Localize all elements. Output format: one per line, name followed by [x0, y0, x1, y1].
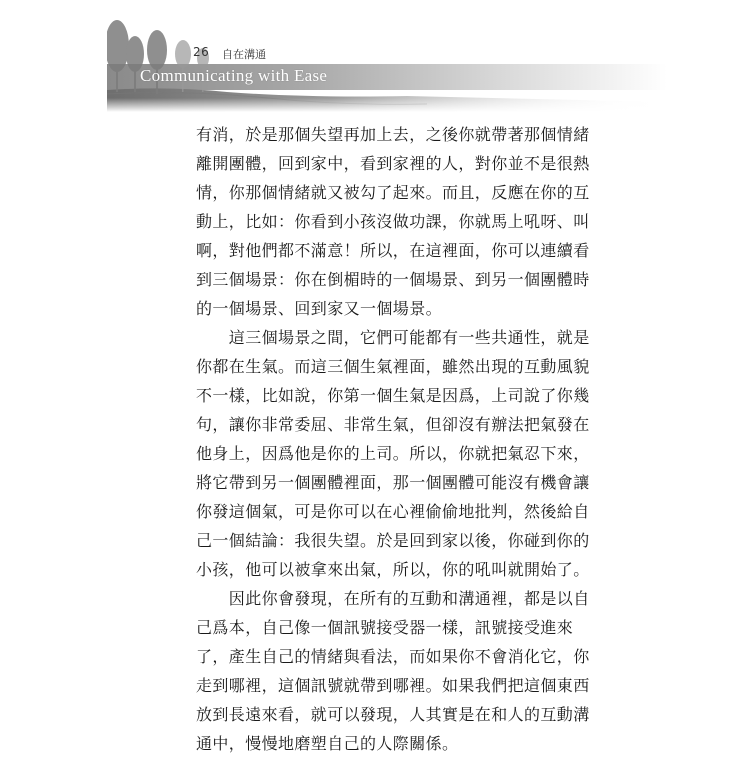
header-banner — [107, 16, 667, 112]
text-line: 句，讓你非常委屈、非常生氣，但卻沒有辦法把氣發在 — [196, 415, 590, 434]
text-line: 己爲本，自己像一個訊號接受器一樣，訊號接受進來 — [196, 618, 574, 637]
text-line: 到三個場景：你在倒楣時的一個場景、到另一個團體時 — [196, 270, 590, 289]
body-text — [196, 120, 590, 758]
text-line: 的一個場景、回到家又一個場景。 — [196, 299, 443, 318]
running-header-title: 自在溝通 — [222, 48, 266, 61]
text-line: 己一個結論：我很失望。於是回到家以後，你碰到你的 — [196, 531, 590, 550]
text-line: 啊，對他們都不滿意！所以，在這裡面，你可以連續看 — [196, 241, 590, 260]
text-line: 走到哪裡，這個訊號就帶到哪裡。如果我們把這個東西 — [196, 676, 590, 695]
text-line: 動上，比如：你看到小孩沒做功課，你就馬上吼呀、叫 — [196, 212, 590, 231]
text-line: 離開團體，回到家中，看到家裡的人，對你並不是很熱 — [196, 154, 590, 173]
text-line: 有消，於是那個失望再加上去，之後你就帶著那個情緒 — [196, 125, 590, 144]
text-line: 了，產生自己的情緒與看法，而如果你不會消化它，你 — [196, 647, 590, 666]
text-line: 放到長遠來看，就可以發現，人其實是在和人的互動溝 — [196, 705, 590, 724]
text-line: 情，你那個情緒就又被勾了起來。而且，反應在你的互 — [196, 183, 590, 202]
text-line: 不一樣，比如說，你第一個生氣是因爲，上司說了你幾 — [196, 386, 590, 405]
text-line: 你發這個氣，可是你可以在心裡偷偷地批判，然後給自 — [196, 502, 590, 521]
paragraph — [196, 120, 590, 323]
text-line: 因此你會發現，在所有的互動和溝通裡，都是以自 — [196, 589, 590, 608]
text-line: 小孩，他可以被拿來出氣，所以，你的吼叫就開始了。 — [196, 560, 590, 579]
page-number: 26 — [193, 45, 210, 59]
text-line: 這三個場景之間，它們可能都有一些共通性，就是 — [196, 328, 590, 347]
running-header-subtitle: Communicating with Ease — [140, 66, 328, 85]
text-line: 將它帶到另一個團體裡面，那一個團體可能沒有機會讓 — [196, 473, 590, 492]
landscape-illustration — [107, 16, 667, 112]
text-line: 通中，慢慢地磨塑自己的人際關係。 — [196, 734, 459, 753]
paragraph — [196, 323, 590, 584]
text-line: 你都在生氣。而這三個生氣裡面，雖然出現的互動風貌 — [196, 357, 590, 376]
text-line: 他身上，因爲他是你的上司。所以，你就把氣忍下來， — [196, 444, 590, 463]
paragraph — [196, 584, 590, 758]
